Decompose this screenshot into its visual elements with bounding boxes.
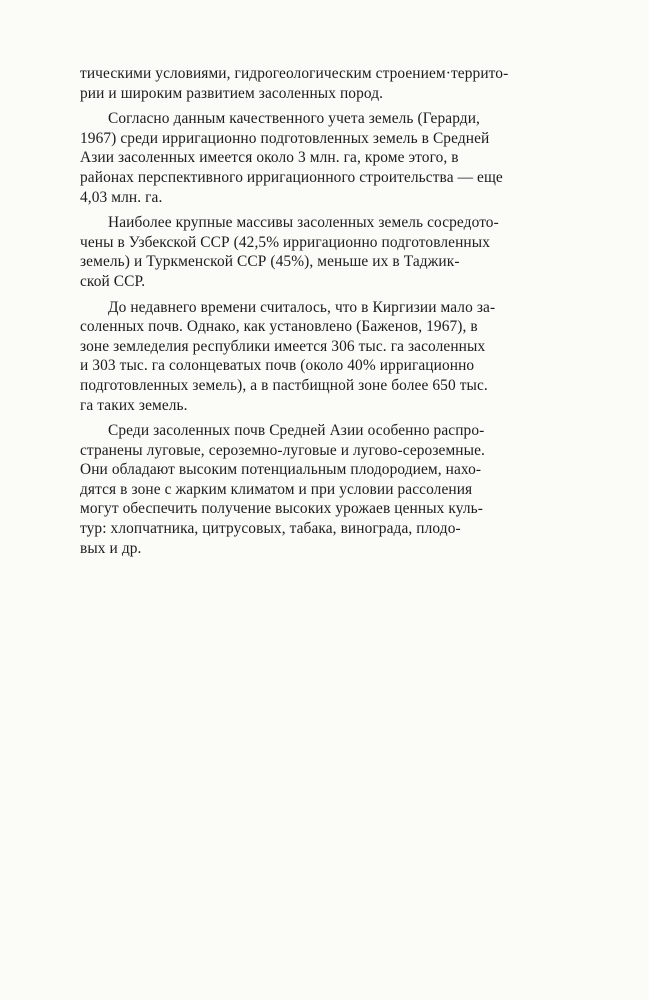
paragraph-5: [80, 421, 617, 558]
text-line: и 303 тыс. га солонцеватых почв (около 40% ирригационно: [80, 357, 475, 375]
text-line: чены в Узбекской ССР (42,5% ирригационно подготовленных: [80, 233, 490, 251]
text-line: зоне земледелия республики имеется 306 тыс. га засоленных: [80, 337, 486, 355]
text-line: рии и широким развитием засоленных пород.: [80, 84, 384, 102]
paragraph-2: [80, 109, 617, 207]
text-line: подготовленных земель), а в пастбищной зоне более 650 тыс.: [80, 376, 488, 394]
text-line: Согласно данным качественного учета земель (Герарди,: [108, 110, 480, 128]
body-text: [80, 64, 617, 564]
text-line: Среди засоленных почв Средней Азии особенно распро-: [108, 422, 485, 440]
paragraph-3: [80, 213, 617, 291]
text-line: земель) и Туркменской ССР (45%), меньше их в Таджик-: [80, 253, 460, 271]
text-line: Они обладают высоким потенциальным плодородием, нахо-: [80, 461, 482, 479]
text-line: могут обеспечить получение высоких урожаев ценных куль-: [80, 500, 483, 518]
text-line: дятся в зоне с жарким климатом и при условии рассоления: [80, 480, 473, 498]
text-line: Азии засоленных имеется около 3 млн. га, кроме этого, в: [80, 149, 459, 167]
text-line: 4,03 млн. га.: [80, 188, 163, 206]
text-line: тур: хлопчатника, цитрусовых, табака, винограда, плодо-: [80, 520, 461, 538]
text-line: 1967) среди ирригационно подготовленных земель в Средней: [80, 129, 490, 147]
paragraph-4: [80, 298, 617, 416]
text-line: тическими условиями, гидрогеологическим строением·террито-: [80, 65, 509, 82]
text-line: странены луговые, сероземно-луговые и лугово-сероземные.: [80, 441, 485, 459]
paragraph-1: [80, 64, 617, 103]
text-line: соленных почв. Однако, как установлено (Баженов, 1967), в: [80, 318, 478, 336]
text-line: ской ССР.: [80, 272, 146, 290]
text-line: До недавнего времени считалось, что в Киргизии мало за-: [108, 298, 496, 316]
text-line: га таких земель.: [80, 396, 188, 414]
text-line: Наиболее крупные массивы засоленных земель сосредото-: [108, 214, 499, 232]
text-line: вых и др.: [80, 539, 142, 557]
text-line: районах перспективного ирригационного строительства — еще: [80, 168, 503, 186]
